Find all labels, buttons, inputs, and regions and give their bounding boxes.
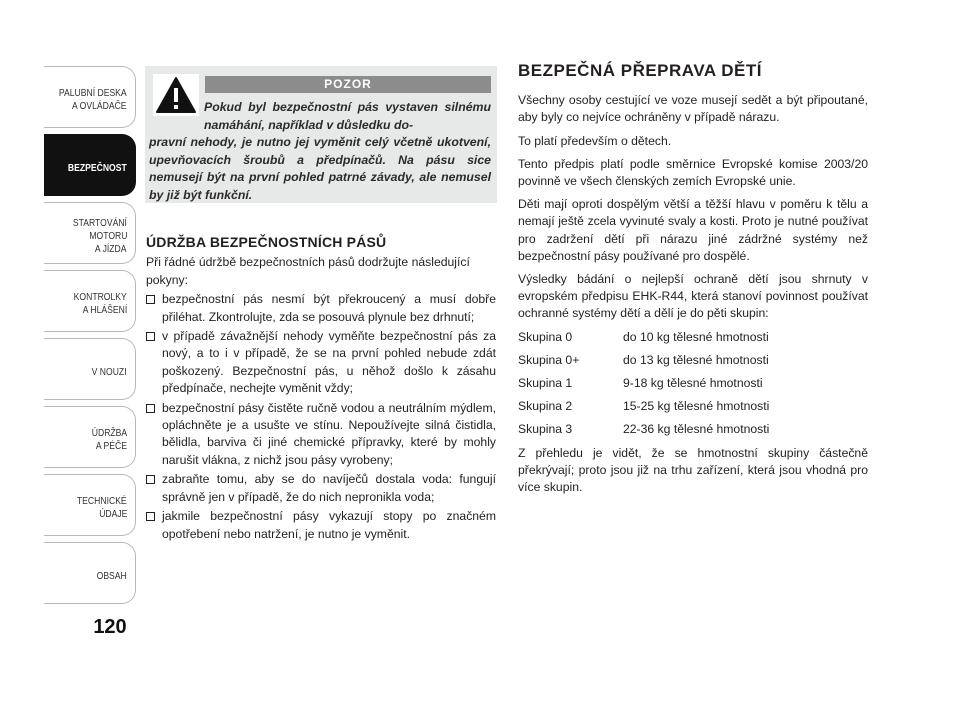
warning-box (145, 66, 497, 203)
list-item-text: v případě závažnější nehody vyměňte bezpečnostní pás za nový, a to i v případě, že se na první pohled nebude zdát poškozený. Bezpečnostní pás, u něhož došlo k zásahu předpínače, nechejte vyměnit vždy; (162, 329, 496, 396)
checkbox-bullet-icon (146, 512, 155, 521)
group-row (518, 398, 868, 415)
paragraph: Děti mají oproti dospělým větší a těžší hlavu v poměru k tělu a nemají ještě zcela vyvinuté svaly a kosti. Proto je nutné používat pro zadržení dětí při nárazu jiné zádržné systémy než bezpečnostní pásy používané pro dospělé. (518, 197, 868, 263)
weight-groups (518, 329, 868, 439)
checkbox-bullet-icon (146, 332, 155, 341)
group-weight: do 13 kg tělesné hmotnosti (623, 352, 769, 367)
tab-obsah[interactable] (44, 542, 136, 604)
group-row (518, 421, 868, 438)
list-item-text: bezpečnostní pás nesmí být překroucený a musí dobře přiléhat. Zkontrolujte, zda se posouvá plynule bez drhnutí; (162, 292, 496, 324)
warning-text-rest: pravní nehody, je nutno jej vyměnit celý včetně ukotvení, upevňovacích šroubů a předpínačů. Na pásu sice nemusejí být na první pohled patrné závady, ale nemusel by již být funkční. (149, 135, 491, 202)
list-item-text: bezpečnostní pásy čistěte ručně vodou a neutrálním mýdlem, opláchněte je a usušte ve stínu. Nepoužívejte silná čistidla, bělidla, barviva či jiné chemické přípravky, které by mohly narušit vlákna, z nichž jsou pásy vyrobeny; (162, 400, 496, 467)
tab-palubní-deska-a-ovládače[interactable] (44, 66, 136, 128)
list-item (146, 508, 496, 543)
group-name: Skupina 0 (518, 329, 573, 344)
list-item-text: jakmile bezpečnostní pásy vykazují stopy po značném opotřebení nebo natržení, je nutno je vyměnit. (162, 509, 496, 541)
group-weight: 15-25 kg tělesné hmotnosti (623, 399, 770, 414)
group-row (518, 352, 868, 369)
tab-label-line: OBSAH (96, 569, 127, 582)
group-name: Skupina 2 (518, 399, 573, 414)
paragraph: Všechny osoby cestující ve voze musejí sedět a být připoutané, aby byly co nejvíce ochráněny v případě nárazu. (518, 93, 868, 125)
tab-label-line: V NOUZI (92, 365, 127, 378)
checkbox-bullet-icon (146, 295, 155, 304)
maintenance-list (146, 291, 496, 543)
tab-startování-motoru-a-jízda[interactable] (44, 202, 136, 264)
warning-text (145, 99, 497, 205)
checkbox-bullet-icon (146, 404, 155, 413)
tab-label-line: A PÉČE (95, 440, 127, 452)
tab-kontrolky-a-hlášení[interactable] (44, 270, 136, 332)
tab-label-line: A HLÁŠENÍ (82, 304, 127, 316)
tab-label-line: BEZPEČNOST (68, 161, 127, 174)
warning-text-first: Pokud byl bezpečnostní pás vystaven silnému namáhání, například v důsledku do- (204, 100, 491, 132)
tab-technické-údaje[interactable] (44, 474, 136, 536)
seatbelt-maintenance-section (146, 234, 496, 545)
list-item (146, 400, 496, 470)
list-item (146, 471, 496, 506)
group-name: Skupina 0+ (518, 352, 580, 367)
warning-header: POZOR (205, 76, 491, 93)
child-safety-section (518, 62, 868, 502)
tab-label-line: KONTROLKY (73, 291, 127, 303)
section-intro: Při řádné údržbě bezpečnostních pásů dodržujte následující pokyny: (146, 255, 470, 287)
group-row (518, 375, 868, 392)
list-item-text: zabraňte tomu, aby se do navíječů dostala voda: fungují správně jen v případě, že do nich nepronikla voda; (162, 472, 496, 504)
group-weight: 9-18 kg tělesné hmotnosti (623, 376, 763, 391)
tab-label-line: ÚDAJE (98, 508, 127, 520)
paragraphs (518, 92, 868, 322)
tab-label-line: TECHNICKÉ (77, 495, 127, 507)
tab-údržba-a-péče[interactable] (44, 406, 136, 468)
page-number: 120 (93, 616, 127, 638)
group-weight: do 10 kg tělesné hmotnosti (623, 329, 769, 344)
tab-label-line: ÚDRŽBA (91, 427, 127, 439)
tab-label-line: A OVLÁDAČE (72, 100, 127, 112)
chapter-tabs (44, 66, 136, 610)
group-row (518, 329, 868, 346)
paragraph: To platí především o dětech. (518, 133, 672, 148)
tab-bezpečnost[interactable] (44, 134, 136, 196)
list-item (146, 328, 496, 398)
tab-v-nouzi[interactable] (44, 338, 136, 400)
closing-paragraph: Z přehledu je vidět, že se hmotnostní skupiny částečně překrývají; proto jsou již na trhu zařízení, která jsou vhodná pro více skupin. (518, 445, 868, 495)
tab-label-line: PALUBNÍ DESKA (59, 87, 127, 99)
paragraph: Tento předpis platí podle směrnice Evropské komise 2003/20 povinně ve všech členských zemích Evropské unie. (518, 156, 868, 189)
section-title: ÚDRŽBA BEZPEČNOSTNÍCH PÁSŮ (146, 234, 387, 250)
tab-label-line: A JÍZDA (95, 242, 127, 255)
list-item (146, 291, 496, 326)
group-weight: 22-36 kg tělesné hmotnosti (623, 422, 770, 437)
tab-label-line: STARTOVÁNÍ (72, 216, 127, 229)
checkbox-bullet-icon (146, 475, 155, 484)
group-name: Skupina 3 (518, 422, 573, 437)
group-name: Skupina 1 (518, 376, 573, 391)
tab-label-line: MOTORU (88, 229, 127, 242)
page-title: BEZPEČNÁ PŘEPRAVA DĚTÍ (518, 61, 762, 80)
paragraph: Výsledky bádání o nejlepší ochraně dětí jsou shrnuty v evropském předpisu EHK-R44, která stanoví povinnost používat ochranné systémy dětí a dělí je do pěti skupin: (518, 272, 868, 321)
